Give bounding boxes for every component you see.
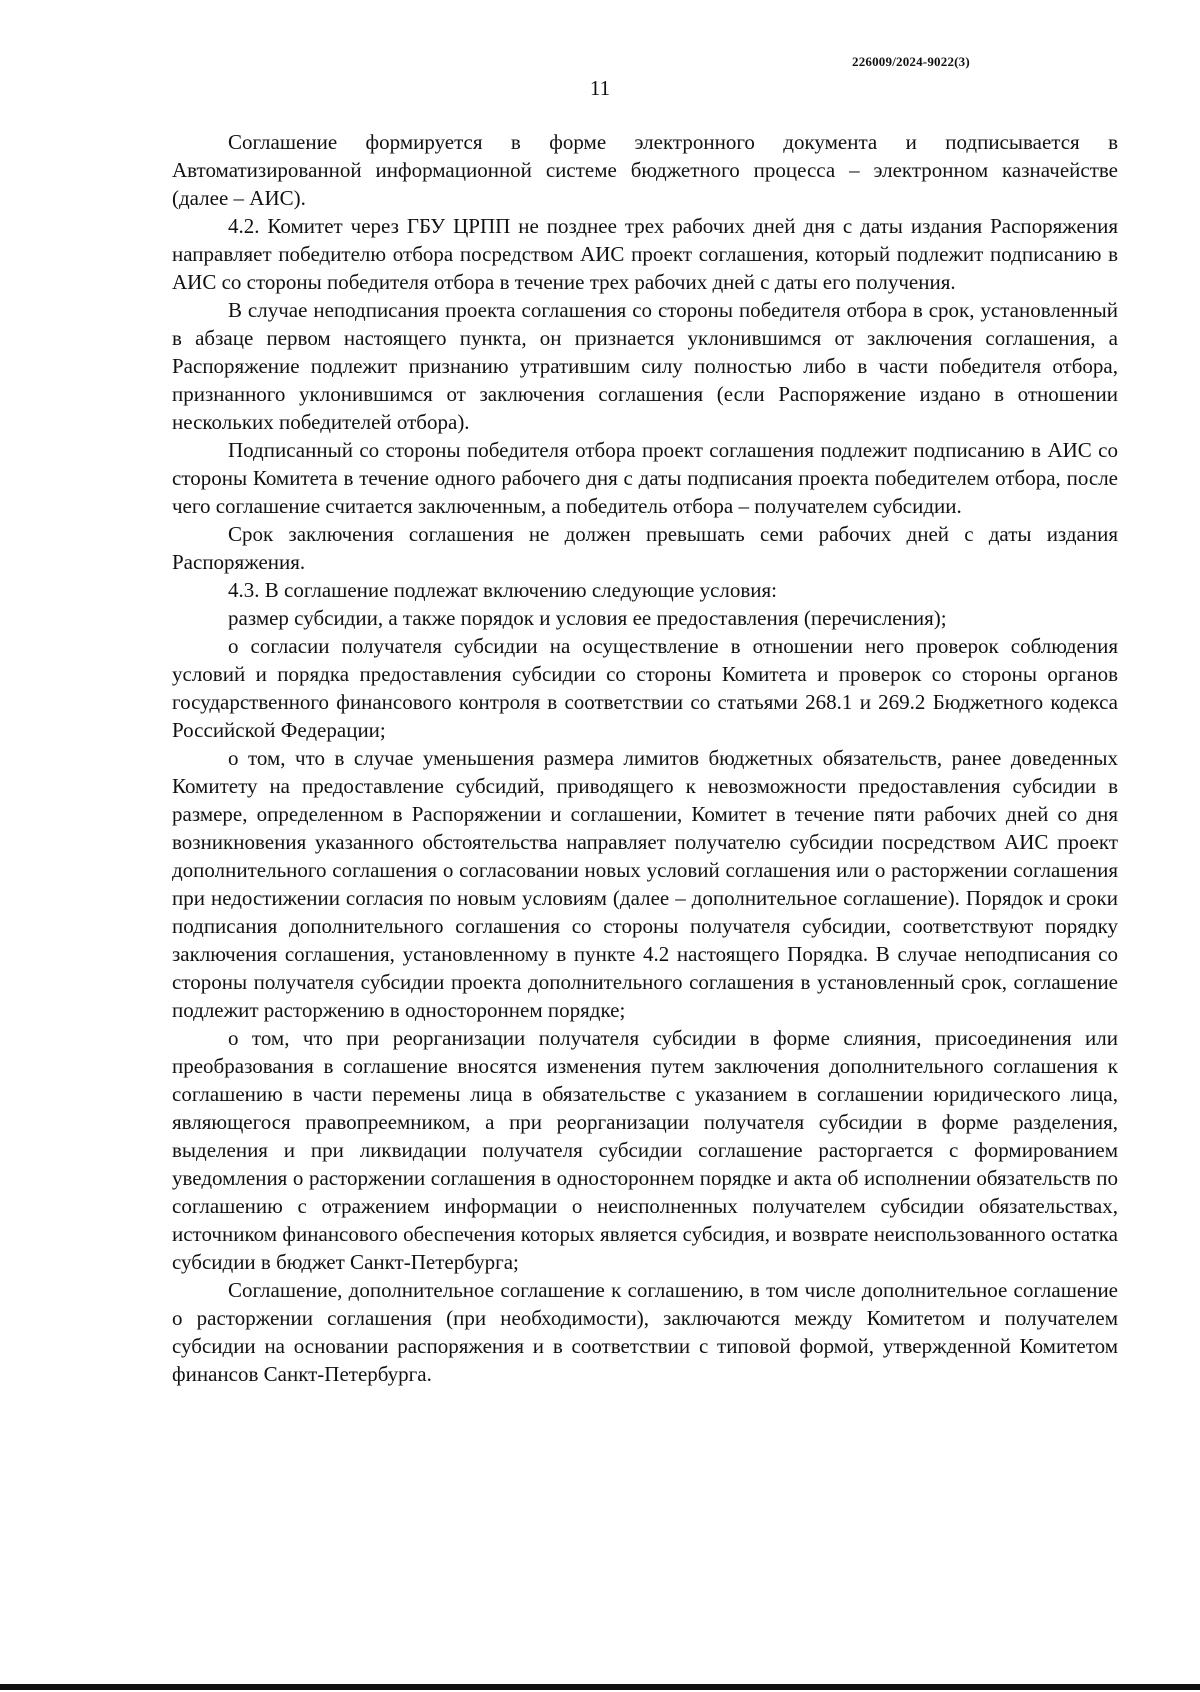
paragraph: В случае неподписания проекта соглашения со стороны победителя отбора в срок, установленный в абзаце первом настоящего пункта, он признается уклонившимся от заключения соглашения, а Распоряжение подлежит признанию утратившим силу полностью либо в части победителя отбора, признанного уклонившимся от заключения соглашения (если Распоряжение издано в отношении нескольких победителей отбора).	[172, 298, 1118, 434]
document-body	[172, 128, 1118, 1388]
paragraph: о том, что при реорганизации получателя субсидии в форме слияния, присоединения или преобразования в соглашение вносятся изменения путем заключения дополнительного соглашения к соглашению в части перемены лица в обязательстве с указанием в соглашении юридического лица, являющегося правопреемником, а при реорганизации получателя субсидии в форме разделения, выделения и при ликвидации получателя субсидии соглашение расторгается с формированием уведомления о расторжении соглашения в одностороннем порядке и акта об исполнении обязательств по соглашению с отражением информации о неисполненных получателем субсидии обязательствах, источником финансового обеспечения которых является субсидия, и возврате неиспользованного остатка субсидии в бюджет Санкт-Петербурга;	[172, 1026, 1118, 1274]
paragraph: Соглашение формируется в форме электронного документа и подписывается в Автоматизированной информационной системе бюджетного процесса – электронном казначействе (далее – АИС).	[172, 130, 1118, 210]
paragraph: о согласии получателя субсидии на осуществление в отношении него проверок соблюдения условий и порядка предоставления субсидии со стороны Комитета и проверок со стороны органов государственного финансового контроля в соответствии со статьями 268.1 и 269.2 Бюджетного кодекса Российской Федерации;	[172, 634, 1118, 742]
scan-bottom-edge	[0, 1684, 1200, 1690]
paragraph: Соглашение, дополнительное соглашение к соглашению, в том числе дополнительное соглашение о расторжении соглашения (при необходимости), заключаются между Комитетом и получателем субсидии на основании распоряжения и в соответствии с типовой формой, утвержденной Комитетом финансов Санкт-Петербурга.	[172, 1278, 1118, 1386]
paragraph: 4.3. В соглашение подлежат включению следующие условия:	[228, 578, 777, 602]
paragraph: 4.2. Комитет через ГБУ ЦРПП не позднее трех рабочих дней дня с даты издания Распоряжения направляет победителю отбора посредством АИС проект соглашения, который подлежит подписанию в АИС со стороны победителя отбора в течение трех рабочих дней с даты его получения.	[172, 214, 1118, 294]
paragraph: размер субсидии, а также порядок и условия ее предоставления (перечисления);	[228, 606, 947, 630]
paragraph: о том, что в случае уменьшения размера лимитов бюджетных обязательств, ранее доведенных Комитету на предоставление субсидий, приводящего к невозможности предоставления субсидии в размере, определенном в Распоряжении и соглашении, Комитет в течение пяти рабочих дней со дня возникновения указанного обстоятельства направляет получателю субсидии посредством АИС проект дополнительного соглашения о согласовании новых условий соглашения или о расторжении соглашения при недостижении согласия по новым условиям (далее – дополнительное соглашение). Порядок и сроки подписания дополнительного соглашения со стороны получателя субсидии, соответствуют порядку заключения соглашения, установленному в пункте 4.2 настоящего Порядка. В случае неподписания со стороны получателя субсидии проекта дополнительного соглашения в установленный срок, соглашение подлежит расторжению в одностороннем порядке;	[172, 746, 1118, 1022]
page-number: 11	[589, 76, 611, 100]
document-registration-number: 226009/2024-9022(3)	[852, 54, 970, 69]
paragraph: Подписанный со стороны победителя отбора проект соглашения подлежит подписанию в АИС со стороны Комитета в течение одного рабочего дня с даты подписания проекта победителем отбора, после чего соглашение считается заключенным, а победитель отбора – получателем субсидии.	[172, 438, 1118, 518]
paragraph: Срок заключения соглашения не должен превышать семи рабочих дней с даты издания Распоряжения.	[172, 522, 1118, 574]
